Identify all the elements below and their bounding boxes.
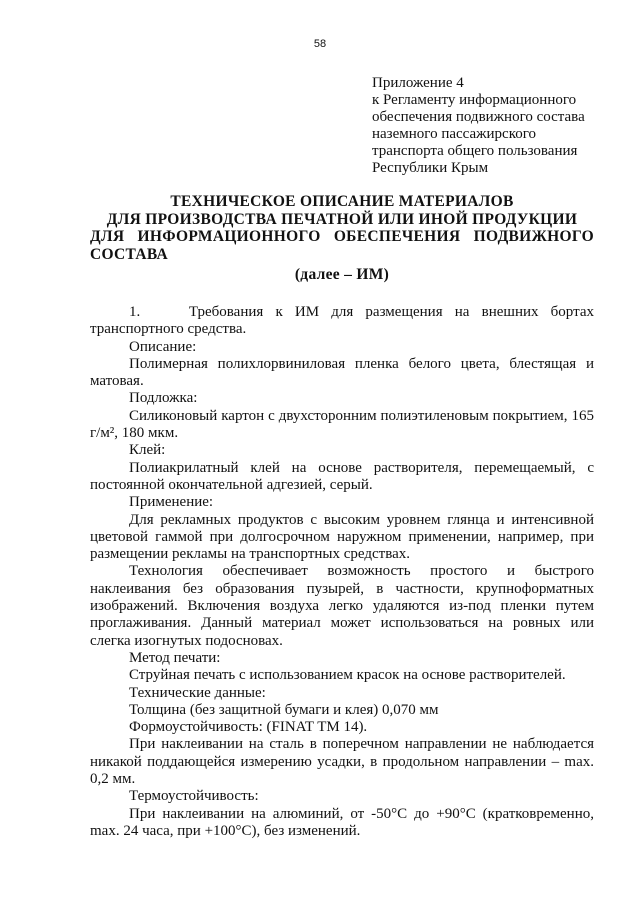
page-number: 58 xyxy=(313,38,327,50)
paragraph-requirements: 1. Требования к ИМ для размещения на внешних бортах транспортного средства. xyxy=(90,304,594,338)
paragraph-shrinkage: При наклеивании на сталь в поперечном направлении не наблюдается никакой поддающейся измерению усадки, в продольном направлении – max. 0,2 мм. xyxy=(90,736,594,788)
title-line-2: ДЛЯ ПРОИЗВОДСТВА ПЕЧАТНОЙ ИЛИ ИНОЙ ПРОДУКЦИИ xyxy=(106,210,578,228)
title-word: ИНФОРМАЦИОННОГО xyxy=(137,228,321,245)
label-technical-data: Технические данные: xyxy=(129,684,266,701)
label-application: Применение: xyxy=(129,494,214,511)
document-body xyxy=(90,301,594,840)
paragraph-description: Полимерная полихлорвиниловая пленка белого цвета, блестящая и матовая. xyxy=(90,355,594,390)
title-line-4: СОСТАВА xyxy=(90,245,169,263)
appendix-line: Республики Крым xyxy=(372,160,489,176)
label-description: Описание: xyxy=(129,338,197,355)
document-title xyxy=(90,193,594,284)
appendix-line: наземного пассажирского xyxy=(372,126,537,142)
label-adhesive: Клей: xyxy=(129,442,166,459)
paragraph-technology: Технология обеспечивает возможность простого и быстрого наклеивания без образования пузырей, в частности, крупноформатных изображений. Включения воздуха легко удаляются из-под пленки путем проглаживания. Данный материал может использоваться на ровных или слегка изогнутых подосновах. xyxy=(90,563,594,649)
title-word: ПОДВИЖНОГО xyxy=(473,228,594,245)
title-word: ОБЕСПЕЧЕНИЯ xyxy=(333,228,461,245)
label-backing: Подложка: xyxy=(129,390,198,407)
paragraph-application: Для рекламных продуктов с высоким уровнем глянца и интенсивной цветовой гаммой при долгосрочном наружном применении, например, при размещении рекламы на транспортных средствах. xyxy=(90,511,594,563)
paragraph-adhesive: Полиакрилатный клей на основе растворителя, перемещаемый, с постоянной окончательной адгезией, серый. xyxy=(90,459,594,493)
appendix-line: обеспечения подвижного состава xyxy=(372,109,585,125)
appendix-line: Приложение 4 xyxy=(372,75,464,91)
appendix-line: транспорта общего пользования xyxy=(372,143,578,159)
label-print-method: Метод печати: xyxy=(129,649,221,666)
appendix-line: к Регламенту информационного xyxy=(372,92,577,108)
paragraph-heat-resistance: При наклеивании на алюминий, от -50°C до +90°C (кратковременно, max. 24 часа, при +100°C), без изменений. xyxy=(90,805,594,839)
title-word: ДЛЯ xyxy=(90,228,125,245)
title-line-3 xyxy=(90,228,594,246)
paragraph-dimensional-stability: Формоустойчивость: (FINAT TM 14). xyxy=(129,719,368,736)
paragraph-print-method: Струйная печать с использованием красок на основе растворителей. xyxy=(129,667,566,684)
appendix-header xyxy=(372,75,622,177)
title-line-1: ТЕХНИЧЕСКОЕ ОПИСАНИЕ МАТЕРИАЛОВ xyxy=(170,193,514,210)
paragraph-thickness: Толщина (без защитной бумаги и клея) 0,070 мм xyxy=(129,701,439,718)
paragraph-backing: Силиконовый картон с двухсторонним полиэтиленовым покрытием, 165 г/м², 180 мкм. xyxy=(90,407,594,442)
label-heat-resistance: Термоустойчивость: xyxy=(129,788,259,805)
title-subtitle: (далее – ИМ) xyxy=(294,266,390,283)
